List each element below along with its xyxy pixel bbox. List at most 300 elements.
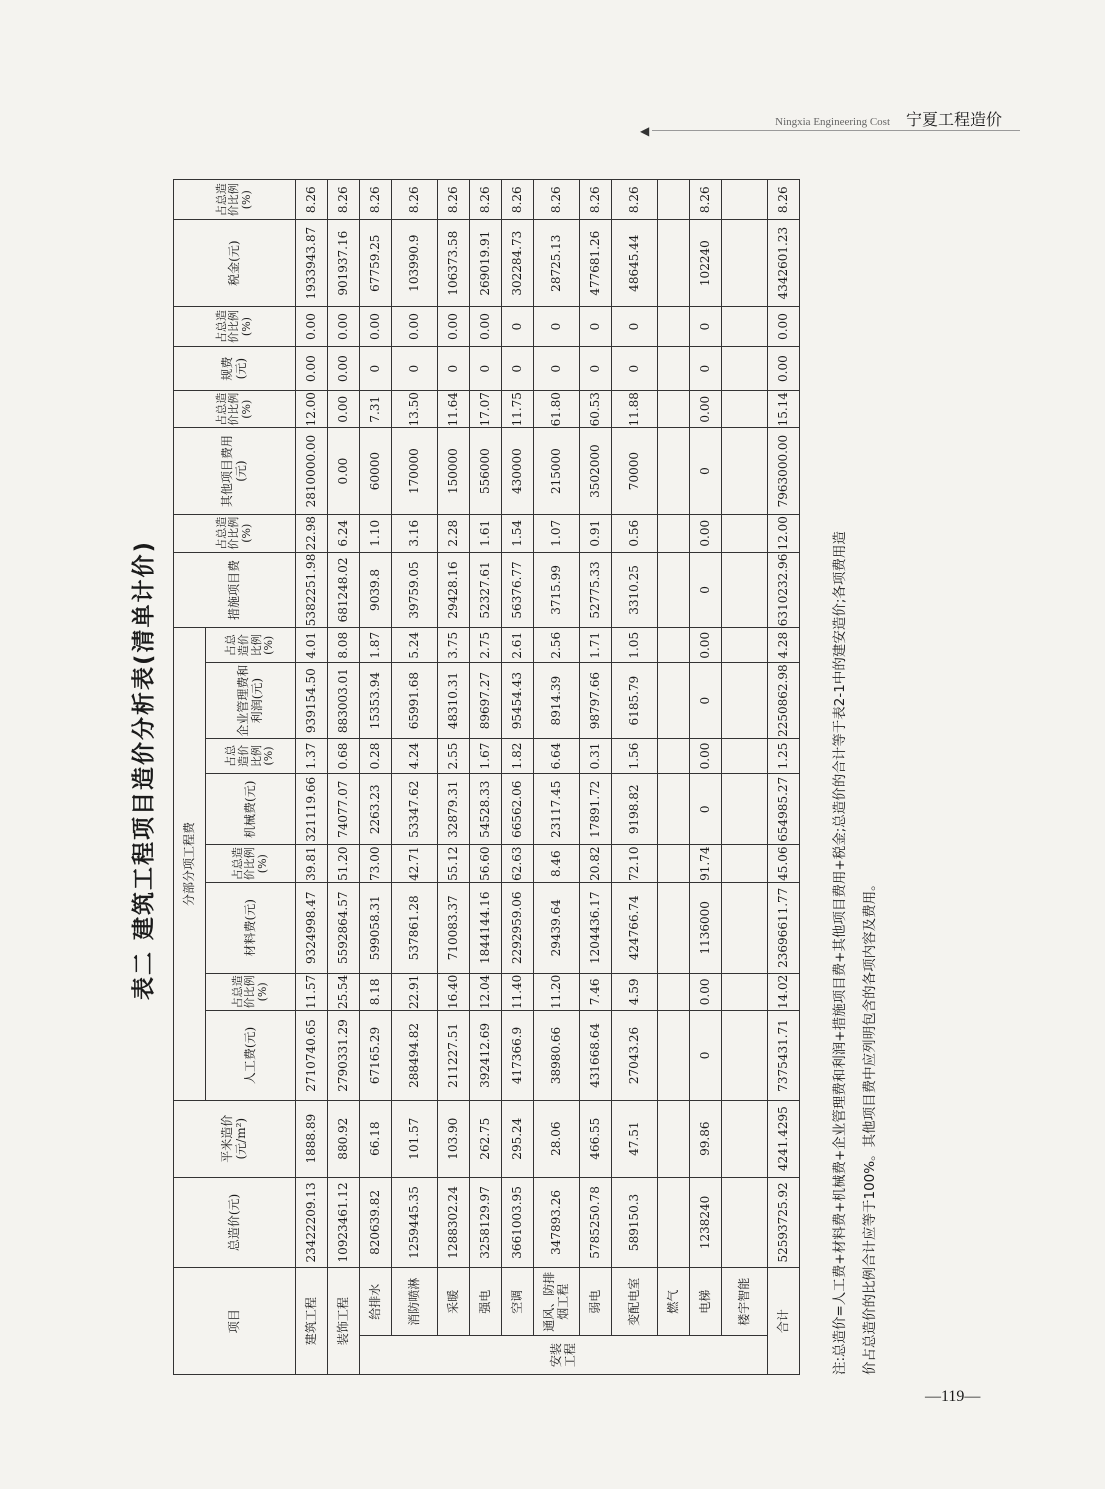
cell-meas: 3310.25 (612, 552, 658, 628)
cell-meas_r (722, 514, 768, 552)
cell-mat: 1844144.16 (470, 882, 502, 973)
total-labor_r: 14.02 (768, 973, 800, 1010)
cell-unit: 466.55 (580, 1100, 612, 1177)
install-group-label: 安装工程 (360, 1336, 768, 1375)
cell-mach_r: 0.68 (328, 738, 360, 773)
cell-fee_r: 0 (580, 306, 612, 346)
cell-labor_r: 11.20 (534, 973, 580, 1010)
row-label: 燃气 (658, 1268, 690, 1336)
cell-mgmt_r: 5.24 (392, 628, 438, 663)
cell-fee: 0 (438, 347, 470, 391)
cell-tax_r (722, 180, 768, 221)
cell-tax_r (658, 180, 690, 221)
cell-tax: 901937.16 (328, 220, 360, 306)
cell-labor: 431668.64 (580, 1011, 612, 1101)
total-row (768, 180, 800, 1375)
cell-unit: 103.90 (438, 1100, 470, 1177)
col-mgmt: 企业管理费和利润(元) (206, 663, 296, 739)
cell-mgmt: 8914.39 (534, 663, 580, 739)
cell-other (722, 428, 768, 514)
cell-other: 0 (690, 428, 722, 514)
cell-meas_r: 1.10 (360, 514, 392, 552)
cell-tax (722, 220, 768, 306)
cell-mach: 17891.72 (580, 774, 612, 845)
cell-mgmt_r: 1.87 (360, 628, 392, 663)
cell-meas_r (658, 514, 690, 552)
cell-mach_r: 6.64 (534, 738, 580, 773)
cell-fee_r: 0.00 (438, 306, 470, 346)
col-labor: 人工费(元) (206, 1011, 296, 1101)
cell-labor_r: 11.40 (502, 973, 534, 1010)
row-label: 装饰工程 (328, 1268, 360, 1375)
cell-tax: 106373.58 (438, 220, 470, 306)
col-other: 其他项目费用(元) (174, 428, 296, 514)
cell-labor_r: 8.18 (360, 973, 392, 1010)
cell-mat: 1136000 (690, 882, 722, 973)
cell-fee: 0 (612, 347, 658, 391)
cell-meas_r: 0.91 (580, 514, 612, 552)
cell-other_r: 11.88 (612, 391, 658, 428)
cell-meas: 0 (690, 552, 722, 628)
cell-labor (658, 1011, 690, 1101)
cell-mach_r: 2.55 (438, 738, 470, 773)
cell-labor_r: 16.40 (438, 973, 470, 1010)
total-meas_r: 12.00 (768, 514, 800, 552)
arrow-left-icon: ◀ (640, 124, 650, 138)
row-label: 弱电 (580, 1268, 612, 1336)
cell-mach_r: 0.28 (360, 738, 392, 773)
cell-tax: 102240 (690, 220, 722, 306)
cell-labor (722, 1011, 768, 1101)
cell-meas: 9039.8 (360, 552, 392, 628)
cell-meas_r: 3.16 (392, 514, 438, 552)
total-unit: 4241.4295 (768, 1100, 800, 1177)
cell-mgmt_r: 4.01 (296, 628, 328, 663)
cell-fee (722, 347, 768, 391)
cell-mat: 710083.37 (438, 882, 470, 973)
cell-other_r: 13.50 (392, 391, 438, 428)
cell-mat_r: 51.20 (328, 845, 360, 882)
cell-mach_r: 1.82 (502, 738, 534, 773)
cell-total: 1288302.24 (438, 1177, 470, 1268)
cell-tax: 48645.44 (612, 220, 658, 306)
cell-mat: 5592864.57 (328, 882, 360, 973)
cell-mgmt_r: 8.08 (328, 628, 360, 663)
cell-other_r: 11.64 (438, 391, 470, 428)
total-fee: 0.00 (768, 347, 800, 391)
total-tax: 4342601.23 (768, 220, 800, 306)
cell-unit: 99.86 (690, 1100, 722, 1177)
cell-mat: 599058.31 (360, 882, 392, 973)
cell-unit (658, 1100, 690, 1177)
col-total: 总造价(元) (174, 1177, 296, 1268)
rotated-table-block (125, 165, 878, 1375)
cell-other: 430000 (502, 428, 534, 514)
cell-tax: 103990.9 (392, 220, 438, 306)
table-row (470, 180, 502, 1375)
cell-other: 170000 (392, 428, 438, 514)
cell-total: 1238240 (690, 1177, 722, 1268)
col-group-subitem: 分部分项工程费 (174, 628, 206, 1101)
cell-mat_r: 72.10 (612, 845, 658, 882)
cell-labor_r: 22.91 (392, 973, 438, 1010)
cell-tax_r: 8.26 (296, 180, 328, 221)
cell-meas_r: 1.07 (534, 514, 580, 552)
cell-meas: 52327.61 (470, 552, 502, 628)
cell-labor: 38980.66 (534, 1011, 580, 1101)
cell-meas (658, 552, 690, 628)
cell-mgmt: 883003.01 (328, 663, 360, 739)
cell-mach: 74077.07 (328, 774, 360, 845)
cell-mgmt: 98797.66 (580, 663, 612, 739)
cell-mach: 321119.66 (296, 774, 328, 845)
cell-meas_r: 6.24 (328, 514, 360, 552)
cell-fee_r: 0 (690, 306, 722, 346)
table-row (534, 180, 580, 1375)
cell-labor: 2710740.65 (296, 1011, 328, 1101)
cell-labor_r: 4.59 (612, 973, 658, 1010)
row-label: 采暖 (438, 1268, 470, 1336)
cell-fee_r: 0.00 (392, 306, 438, 346)
table-row (392, 180, 438, 1375)
cell-mach_r: 0.31 (580, 738, 612, 773)
cell-labor_r: 12.04 (470, 973, 502, 1010)
cell-mach_r (658, 738, 690, 773)
cell-mat_r: 91.74 (690, 845, 722, 882)
total-other: 7963000.00 (768, 428, 800, 514)
cell-tax_r: 8.26 (328, 180, 360, 221)
cell-tax: 477681.26 (580, 220, 612, 306)
cell-mach_r: 1.56 (612, 738, 658, 773)
note-line-2: 价占总造价的比例合计应等于100%。其他项目费中应列明包含的各项内容及费用。 (862, 877, 878, 1375)
col-tax: 税金(元) (174, 220, 296, 306)
col-labor-ratio: 占总造价比例(%) (206, 973, 296, 1010)
cell-fee: 0 (470, 347, 502, 391)
cell-other: 556000 (470, 428, 502, 514)
cell-mat_r: 55.12 (438, 845, 470, 882)
row-label: 强电 (470, 1268, 502, 1336)
cell-mach: 32879.31 (438, 774, 470, 845)
cell-total: 589150.3 (612, 1177, 658, 1268)
cell-total: 3661003.95 (502, 1177, 534, 1268)
cell-mgmt: 0 (690, 663, 722, 739)
cell-labor: 27043.26 (612, 1011, 658, 1101)
cell-other_r (658, 391, 690, 428)
cell-mat: 424766.74 (612, 882, 658, 973)
cell-total: 5785250.78 (580, 1177, 612, 1268)
total-mgmt_r: 4.28 (768, 628, 800, 663)
table-row (502, 180, 534, 1375)
cell-mgmt_r (722, 628, 768, 663)
total-other_r: 15.14 (768, 391, 800, 428)
cell-mat_r: 73.00 (360, 845, 392, 882)
cell-labor: 417366.9 (502, 1011, 534, 1101)
total-fee_r: 0.00 (768, 306, 800, 346)
cell-unit: 66.18 (360, 1100, 392, 1177)
cell-fee: 0 (534, 347, 580, 391)
col-measure-ratio: 占总造价比例(%) (174, 514, 296, 552)
total-mach: 654985.27 (768, 774, 800, 845)
cell-mach_r: 0.00 (690, 738, 722, 773)
cell-meas: 5382251.98 (296, 552, 328, 628)
cell-total: 347893.26 (534, 1177, 580, 1268)
table-row (612, 180, 658, 1375)
cell-other_r: 61.80 (534, 391, 580, 428)
col-machine-ratio: 占总造价比例(%) (206, 738, 296, 773)
cell-mat: 29439.64 (534, 882, 580, 973)
total-label: 合计 (768, 1268, 800, 1375)
cell-mgmt: 6185.79 (612, 663, 658, 739)
cell-mach: 9198.82 (612, 774, 658, 845)
cell-mgmt: 939154.50 (296, 663, 328, 739)
row-label: 通风、防排烟工程 (534, 1268, 580, 1336)
cell-meas_r: 2.28 (438, 514, 470, 552)
cell-mgmt_r: 2.61 (502, 628, 534, 663)
cell-other: 2810000.00 (296, 428, 328, 514)
col-other-ratio: 占总造价比例(%) (174, 391, 296, 428)
page-header (640, 104, 1020, 138)
cell-fee: 0 (360, 347, 392, 391)
cell-mgmt_r: 0.00 (690, 628, 722, 663)
cell-mach (722, 774, 768, 845)
cell-mgmt_r: 3.75 (438, 628, 470, 663)
cell-tax: 28725.13 (534, 220, 580, 306)
cell-fee_r: 0.00 (328, 306, 360, 346)
cell-other_r: 60.53 (580, 391, 612, 428)
cell-mat_r: 8.46 (534, 845, 580, 882)
cell-tax_r: 8.26 (690, 180, 722, 221)
cell-meas: 39759.05 (392, 552, 438, 628)
cell-meas: 3715.99 (534, 552, 580, 628)
cell-mat: 537861.28 (392, 882, 438, 973)
cell-fee_r: 0.00 (296, 306, 328, 346)
cell-mach: 66562.06 (502, 774, 534, 845)
cell-mgmt_r: 1.05 (612, 628, 658, 663)
cell-meas_r: 0.00 (690, 514, 722, 552)
cell-mat: 1204436.17 (580, 882, 612, 973)
cell-mgmt_r: 1.71 (580, 628, 612, 663)
cell-mach: 54528.33 (470, 774, 502, 845)
cell-unit: 47.51 (612, 1100, 658, 1177)
cell-fee: 0 (502, 347, 534, 391)
cell-mat_r: 39.81 (296, 845, 328, 882)
header-english: Ningxia Engineering Cost (775, 116, 890, 128)
total-mat: 23696611.77 (768, 882, 800, 973)
cell-other: 0.00 (328, 428, 360, 514)
cell-meas_r: 22.98 (296, 514, 328, 552)
cell-mat_r: 56.60 (470, 845, 502, 882)
cell-unit: 28.06 (534, 1100, 580, 1177)
cell-mgmt (658, 663, 690, 739)
cell-fee: 0 (580, 347, 612, 391)
cell-tax (658, 220, 690, 306)
cell-total: 23422209.13 (296, 1177, 328, 1268)
cell-tax_r: 8.26 (502, 180, 534, 221)
cell-tax_r: 8.26 (612, 180, 658, 221)
cell-tax_r: 8.26 (438, 180, 470, 221)
cell-mach_r (722, 738, 768, 773)
cell-other: 3502000 (580, 428, 612, 514)
cell-tax_r: 8.26 (360, 180, 392, 221)
cell-mat (658, 882, 690, 973)
cell-mat: 9324998.47 (296, 882, 328, 973)
cell-mach: 0 (690, 774, 722, 845)
cell-total (658, 1177, 690, 1268)
row-label: 楼宇智能 (722, 1268, 768, 1336)
table-row (438, 180, 470, 1375)
col-mgmt-ratio: 占总造价比例(%) (206, 628, 296, 663)
cell-mat_r: 20.82 (580, 845, 612, 882)
cell-mach: 23117.45 (534, 774, 580, 845)
cost-analysis-table (173, 179, 800, 1375)
cell-labor_r: 25.54 (328, 973, 360, 1010)
cell-other (658, 428, 690, 514)
cell-labor: 2790331.29 (328, 1011, 360, 1101)
cell-unit: 880.92 (328, 1100, 360, 1177)
cell-labor_r (658, 973, 690, 1010)
col-fee: 规费(元) (174, 347, 296, 391)
cell-total: 10923461.12 (328, 1177, 360, 1268)
col-material: 材料费(元) (206, 882, 296, 973)
cell-mat: 2292959.06 (502, 882, 534, 973)
col-machine: 机械费(元) (206, 774, 296, 845)
cell-tax: 269019.91 (470, 220, 502, 306)
cell-mgmt (722, 663, 768, 739)
table-row (328, 180, 360, 1375)
cell-fee_r: 0 (612, 306, 658, 346)
cell-other_r (722, 391, 768, 428)
cell-total: 3258129.97 (470, 1177, 502, 1268)
cell-mgmt: 15353.94 (360, 663, 392, 739)
cell-mach_r: 1.67 (470, 738, 502, 773)
cell-meas: 52775.33 (580, 552, 612, 628)
row-label: 消防喷淋 (392, 1268, 438, 1336)
cell-meas (722, 552, 768, 628)
cell-mat_r (658, 845, 690, 882)
table-row (580, 180, 612, 1375)
cell-mgmt_r: 2.56 (534, 628, 580, 663)
table-row (690, 180, 722, 1375)
row-label: 变配电室 (612, 1268, 658, 1336)
cell-mat_r (722, 845, 768, 882)
cell-mach: 2263.23 (360, 774, 392, 845)
cell-mat_r: 42.71 (392, 845, 438, 882)
note-line-1: 注:总造价=人工费+材料费+机械费+企业管理费和利润+措施项目费+其他项目费用+税金;总造价的合计等于表2-1中的建安造价;各项费用造 (832, 531, 848, 1375)
col-fee-ratio: 占总造价比例(%) (174, 306, 296, 346)
cell-unit: 1888.89 (296, 1100, 328, 1177)
cell-mach_r: 1.37 (296, 738, 328, 773)
table-row (360, 180, 392, 1375)
cell-meas_r: 0.56 (612, 514, 658, 552)
cell-mach_r: 4.24 (392, 738, 438, 773)
cell-mach (658, 774, 690, 845)
cell-other_r: 12.00 (296, 391, 328, 428)
total-labor: 7375431.71 (768, 1011, 800, 1101)
row-label: 给排水 (360, 1268, 392, 1336)
cell-labor: 288494.82 (392, 1011, 438, 1101)
row-label: 空调 (502, 1268, 534, 1336)
cell-meas: 56376.77 (502, 552, 534, 628)
cell-other: 60000 (360, 428, 392, 514)
cell-fee (658, 347, 690, 391)
cell-other_r: 0.00 (690, 391, 722, 428)
cell-total: 820639.82 (360, 1177, 392, 1268)
cell-fee: 0 (392, 347, 438, 391)
cell-fee: 0.00 (296, 347, 328, 391)
cell-tax_r: 8.26 (580, 180, 612, 221)
col-measure: 措施项目费 (174, 552, 296, 628)
cell-labor: 211227.51 (438, 1011, 470, 1101)
total-tax_r: 8.26 (768, 180, 800, 221)
header-chinese: 宁夏工程造价 (905, 110, 1002, 129)
table-row (296, 180, 328, 1375)
table-note (825, 175, 885, 1375)
cell-labor_r: 0.00 (690, 973, 722, 1010)
cell-mat_r: 62.63 (502, 845, 534, 882)
cell-labor_r (722, 973, 768, 1010)
col-unit-price: 平米造价(元/m²) (174, 1100, 296, 1177)
cell-unit: 101.57 (392, 1100, 438, 1177)
col-tax-ratio: 占总造价比例(%) (174, 180, 296, 221)
cell-fee: 0.00 (328, 347, 360, 391)
cell-tax_r: 8.26 (470, 180, 502, 221)
cell-meas: 681248.02 (328, 552, 360, 628)
total-meas: 6310232.96 (768, 552, 800, 628)
col-material-ratio: 占总造价比例(%) (206, 845, 296, 882)
cell-unit: 262.75 (470, 1100, 502, 1177)
table-title: 表二 建筑工程项目造价分析表(清单计价) (131, 539, 157, 1001)
table-row (722, 180, 768, 1375)
cell-other_r: 7.31 (360, 391, 392, 428)
cell-mgmt: 65991.68 (392, 663, 438, 739)
cell-other_r: 17.07 (470, 391, 502, 428)
cell-other: 215000 (534, 428, 580, 514)
cell-mgmt: 89697.27 (470, 663, 502, 739)
cell-unit: 295.24 (502, 1100, 534, 1177)
cell-unit (722, 1100, 768, 1177)
header-rule (652, 130, 1020, 131)
cell-labor: 0 (690, 1011, 722, 1101)
cell-fee_r: 0.00 (360, 306, 392, 346)
cell-tax_r: 8.26 (534, 180, 580, 221)
col-item: 项目 (174, 1268, 296, 1375)
cell-other_r: 0.00 (328, 391, 360, 428)
cell-fee_r (722, 306, 768, 346)
table-body (296, 180, 800, 1375)
cell-total (722, 1177, 768, 1268)
cell-tax: 302284.73 (502, 220, 534, 306)
cell-fee_r: 0 (534, 306, 580, 346)
cell-mgmt: 48310.31 (438, 663, 470, 739)
cell-mgmt_r: 2.75 (470, 628, 502, 663)
cell-mgmt: 95454.43 (502, 663, 534, 739)
cell-tax: 1933943.87 (296, 220, 328, 306)
page-number: —119— (925, 1388, 981, 1405)
cell-mach: 53347.62 (392, 774, 438, 845)
table-row (658, 180, 690, 1375)
cell-fee_r: 0.00 (470, 306, 502, 346)
total-mgmt: 2250862.98 (768, 663, 800, 739)
cell-meas_r: 1.54 (502, 514, 534, 552)
cell-labor_r: 11.57 (296, 973, 328, 1010)
cell-fee_r: 0 (502, 306, 534, 346)
cell-mat (722, 882, 768, 973)
cell-fee_r (658, 306, 690, 346)
cell-total: 1259445.35 (392, 1177, 438, 1268)
cell-labor: 392412.69 (470, 1011, 502, 1101)
cell-fee: 0 (690, 347, 722, 391)
cell-labor: 67165.29 (360, 1011, 392, 1101)
